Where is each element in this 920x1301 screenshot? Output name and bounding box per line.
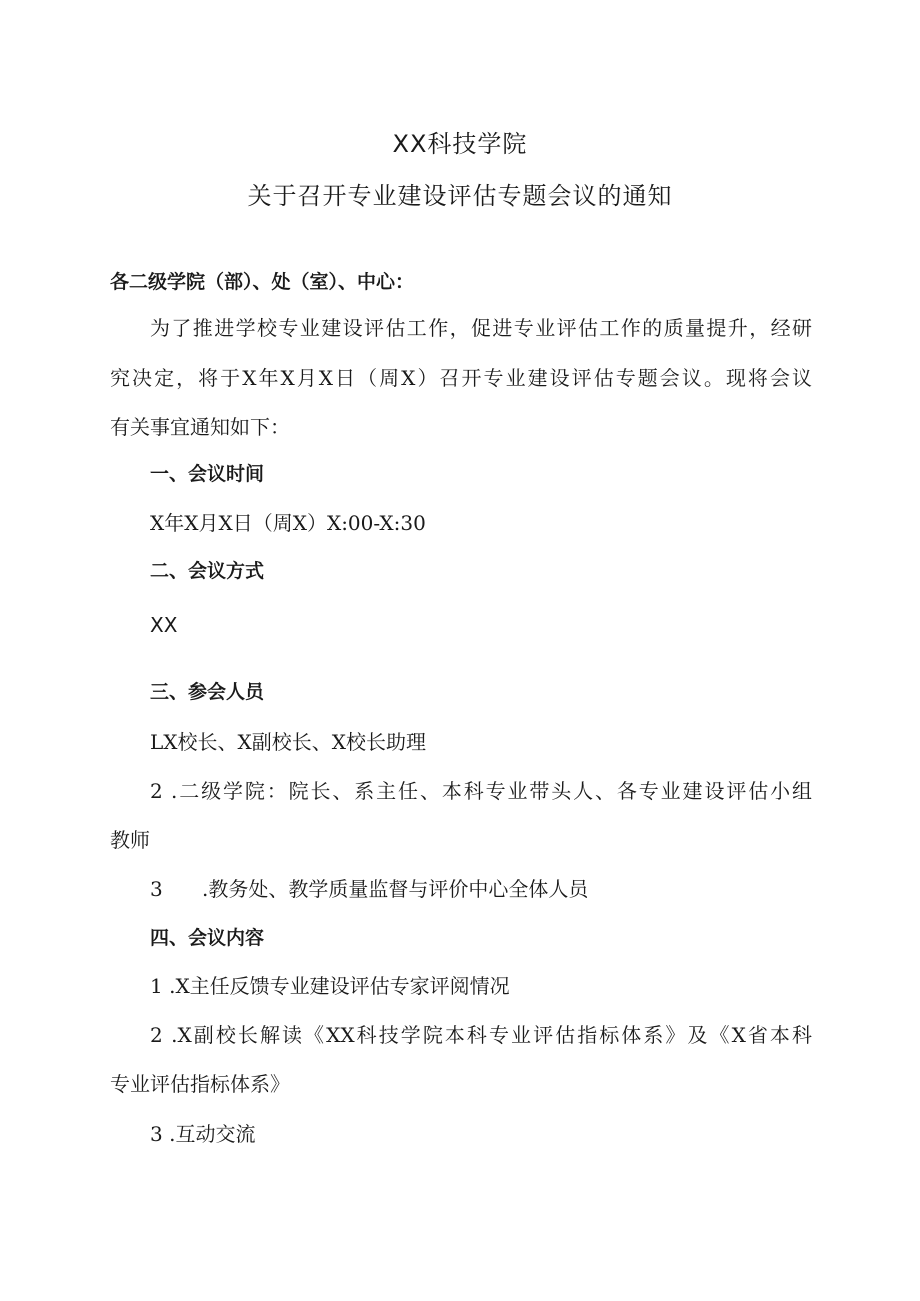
salutation: 各二级学院（部）、处（室）、中心： [110, 271, 415, 293]
attendee-item-2-line-2: 教师 [110, 828, 150, 852]
attendee-item-3-text: .教务处、教学质量监督与评价中心全体人员 [202, 877, 589, 901]
content-item-2-line-2: 专业评估指标体系》 [110, 1072, 290, 1096]
attendee-item-1: LX校长、X副校长、X校长助理 [150, 730, 426, 754]
content-item-1: 1 .X主任反馈专业建设评估专家评阅情况 [150, 974, 510, 998]
section-heading-content: 四、会议内容 [150, 927, 265, 949]
intro-paragraph-line-3: 有关事宜通知如下： [110, 415, 290, 439]
meeting-time-value: X年X月X日（周X）X:00-X:30 [150, 511, 426, 535]
document-title-institution: XX科技学院 [392, 130, 528, 158]
section-heading-time: 一、会议时间 [150, 463, 265, 485]
content-item-3: 3 .互动交流 [150, 1122, 256, 1146]
meeting-method-value: XX [150, 613, 178, 637]
intro-paragraph-line-1: 为了推进学校专业建设评估工作，促进专业评估工作的质量提升，经研 [150, 316, 812, 340]
section-heading-method: 二、会议方式 [150, 560, 265, 582]
attendee-item-2-line-1: 2 .二级学院：院长、系主任、本科专业带头人、各专业建设评估小组 [150, 779, 812, 803]
content-item-2-line-1: 2 .X副校长解读《XX科技学院本科专业评估指标体系》及《X省本科 [150, 1023, 812, 1047]
attendee-item-3-number: 3 [150, 877, 163, 901]
section-heading-attendees: 三、参会人员 [150, 681, 265, 703]
intro-paragraph-line-2: 究决定，将于X年X月X日（周X）召开专业建设评估专题会议。现将会议 [110, 366, 812, 390]
document-title-notice: 关于召开专业建设评估专题会议的通知 [247, 182, 673, 210]
